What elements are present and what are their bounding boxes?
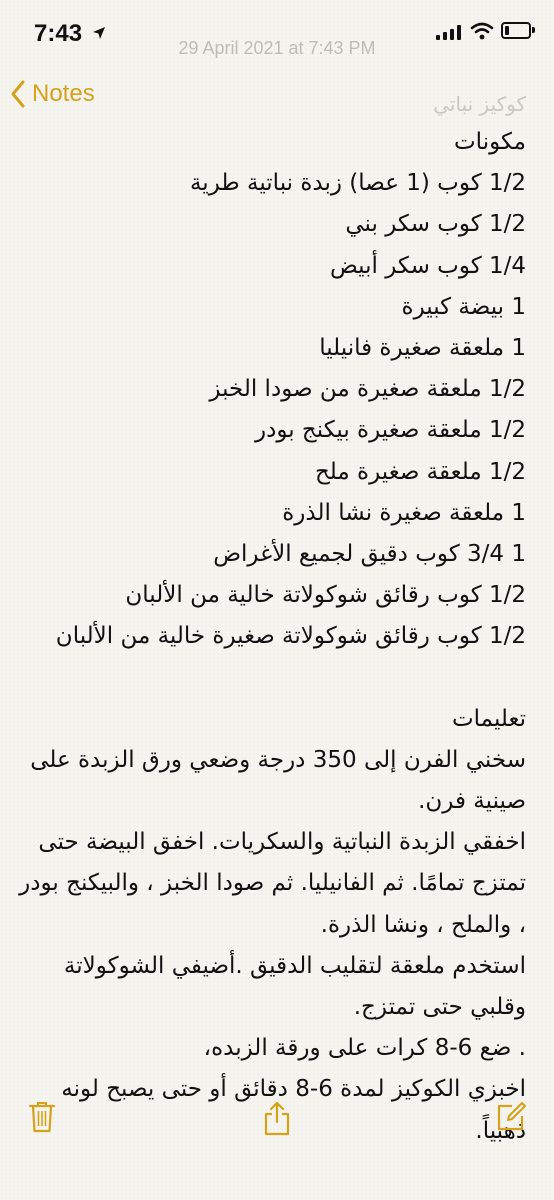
back-button[interactable] xyxy=(10,80,95,108)
ingredient-line: 1/2 كوب سكر بني xyxy=(345,211,526,238)
ingredient-line: 1/2 ملعقة صغيرة من صودا الخبز xyxy=(209,376,526,403)
ingredient-line: 1/2 كوب رقائق شوكولاتة خالية من الألبان xyxy=(125,582,526,609)
instruction-line: اخبزي الكوكيز لمدة 6-8 دقائق أو حتى يصبح لونه ذهبياً. xyxy=(61,1076,526,1144)
chevron-left-icon xyxy=(10,80,26,108)
ingredient-line: 1 3/4 كوب دقيق لجميع الأغراض xyxy=(213,541,526,568)
blank-line xyxy=(16,658,526,699)
ingredient-line: 1/2 كوب (1 عصا) زبدة نباتية طرية xyxy=(189,170,526,197)
instruction-line: اخفقي الزبدة النباتية والسكريات. اخفق البيضة حتى تمتزج تمامًا. ثم الفانيليا. ثم صودا الخبز ، والبيكنج بودر ، والملح ، ونشا الذرة. xyxy=(19,829,526,938)
battery-icon xyxy=(501,22,531,39)
instruction-line: استخدم ملعقة لتقليب الدقيق .أضيفي الشوكولاتة وقلبي حتى تمتزج. xyxy=(63,952,526,1021)
ingredient-line: 1 ملعقة صغيرة فانيليا xyxy=(319,335,526,362)
ingredient-line: 1 بيضة كبيرة xyxy=(401,293,526,320)
note-ghost-title: كوكيز نباتي xyxy=(433,92,526,116)
note-date: 29 April 2021 at 7:43 PM xyxy=(178,38,376,58)
ingredient-line: 1/2 ملعقة صغيرة ملح xyxy=(314,458,526,485)
instructions-heading: تعليمات xyxy=(451,705,526,732)
ingredient-line: 1/4 كوب سكر أبيض xyxy=(329,252,526,279)
ingredients-heading: مكونات xyxy=(454,129,526,155)
share-icon[interactable] xyxy=(262,1100,292,1136)
instruction-line: . ضع 6-8 كرات على ورقة الزبده، xyxy=(203,1035,526,1062)
note-body[interactable] xyxy=(16,122,526,1152)
status-time: 7:43 xyxy=(34,20,83,47)
ingredient-line: 1 ملعقة صغيرة نشا الذرة xyxy=(282,499,526,526)
instruction-line: سخني الفرن إلى 350 درجة وضعي ورق الزبدة على صينية فرن. xyxy=(30,746,526,815)
back-label: Notes xyxy=(32,80,95,107)
compose-icon[interactable] xyxy=(496,1100,526,1132)
ingredient-line: 1/2 كوب رقائق شوكولاتة صغيرة خالية من الألبان xyxy=(55,623,526,650)
ingredient-line: 1/2 ملعقة صغيرة بيكنج بودر xyxy=(254,417,526,444)
trash-icon[interactable] xyxy=(28,1100,56,1134)
